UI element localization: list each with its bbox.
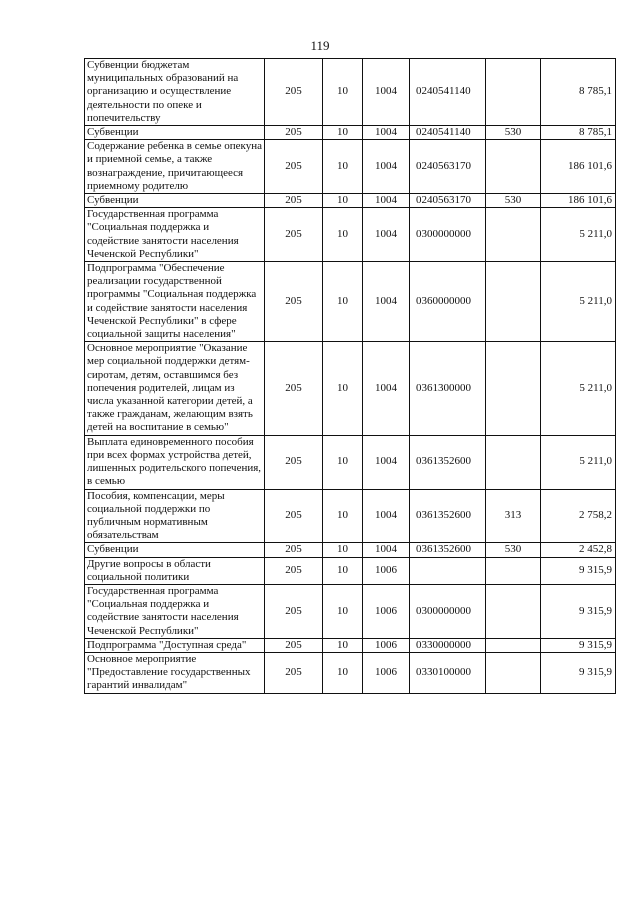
row-target-code: 0361300000: [410, 342, 486, 435]
table-row: [85, 543, 616, 557]
row-name: Другие вопросы в области социальной политики: [85, 557, 265, 584]
row-target-code: 0300000000: [410, 208, 486, 262]
table-row: [85, 126, 616, 140]
page-number: 119: [310, 38, 330, 53]
row-name: Подпрограмма "Обеспечение реализации государственной программы "Социальная поддержка и содействие занятости населения Чеченской Республики" в сфере социальной защиты населения": [85, 262, 265, 342]
row-ministry-code: 205: [265, 194, 323, 208]
table-row: [85, 584, 616, 638]
row-expense-type-code: 313: [486, 489, 541, 543]
row-expense-type-code: [486, 557, 541, 584]
row-subsection-code: 1004: [363, 126, 410, 140]
table-row: [85, 194, 616, 208]
row-expense-type-code: [486, 584, 541, 638]
table-row: [85, 59, 616, 126]
table-row: [85, 638, 616, 652]
row-name: Государственная программа "Социальная поддержка и содействие занятости населения Чеченской Республики": [85, 584, 265, 638]
row-section-code: 10: [323, 638, 363, 652]
row-subsection-code: 1004: [363, 208, 410, 262]
row-target-code: 0330100000: [410, 652, 486, 693]
row-expense-type-code: [486, 140, 541, 194]
table-row: [85, 140, 616, 194]
row-amount: 5 211,0: [541, 262, 616, 342]
row-amount: 9 315,9: [541, 557, 616, 584]
row-section-code: 10: [323, 262, 363, 342]
row-section-code: 10: [323, 140, 363, 194]
row-subsection-code: 1004: [363, 140, 410, 194]
row-ministry-code: 205: [265, 126, 323, 140]
row-expense-type-code: [486, 59, 541, 126]
row-target-code: 0240541140: [410, 59, 486, 126]
row-amount: 9 315,9: [541, 638, 616, 652]
row-expense-type-code: [486, 435, 541, 489]
row-name: Основное мероприятие "Оказание мер социальной поддержки детям-сиротам, детям, оставшимся без попечения родителей, лицам из числа указанной категории детей, а также гражданам, желающим взять детей на воспитание в семью": [85, 342, 265, 435]
row-subsection-code: 1004: [363, 194, 410, 208]
row-amount: 8 785,1: [541, 126, 616, 140]
row-subsection-code: 1004: [363, 489, 410, 543]
row-name: Основное мероприятие "Предоставление государственных гарантий инвалидам": [85, 652, 265, 693]
row-name: Выплата единовременного пособия при всех формах устройства детей, лишенных родительского попечения, в семью: [85, 435, 265, 489]
row-section-code: 10: [323, 208, 363, 262]
row-ministry-code: 205: [265, 208, 323, 262]
row-ministry-code: 205: [265, 342, 323, 435]
row-target-code: 0361352600: [410, 543, 486, 557]
row-target-code: 0300000000: [410, 584, 486, 638]
table-row: [85, 652, 616, 693]
row-target-code: 0330000000: [410, 638, 486, 652]
row-amount: 9 315,9: [541, 652, 616, 693]
row-amount: 9 315,9: [541, 584, 616, 638]
row-target-code: 0360000000: [410, 262, 486, 342]
row-ministry-code: 205: [265, 140, 323, 194]
row-section-code: 10: [323, 126, 363, 140]
row-target-code: 0361352600: [410, 489, 486, 543]
table-row: [85, 262, 616, 342]
row-subsection-code: 1006: [363, 652, 410, 693]
row-ministry-code: 205: [265, 638, 323, 652]
row-ministry-code: 205: [265, 489, 323, 543]
row-ministry-code: 205: [265, 543, 323, 557]
row-section-code: 10: [323, 342, 363, 435]
row-subsection-code: 1004: [363, 435, 410, 489]
row-expense-type-code: [486, 262, 541, 342]
row-subsection-code: 1004: [363, 342, 410, 435]
row-ministry-code: 205: [265, 435, 323, 489]
row-name: Подпрограмма "Доступная среда": [85, 638, 265, 652]
row-name: Субвенции бюджетам муниципальных образований на организацию и осуществление деятельности по опеке и попечительству: [85, 59, 265, 126]
row-section-code: 10: [323, 584, 363, 638]
table-row: [85, 557, 616, 584]
row-amount: 186 101,6: [541, 140, 616, 194]
row-ministry-code: 205: [265, 262, 323, 342]
row-expense-type-code: [486, 208, 541, 262]
row-section-code: 10: [323, 543, 363, 557]
budget-table: [84, 58, 616, 694]
row-target-code: [410, 557, 486, 584]
table-body: [85, 59, 616, 694]
row-expense-type-code: [486, 652, 541, 693]
table-row: [85, 435, 616, 489]
row-section-code: 10: [323, 557, 363, 584]
row-subsection-code: 1004: [363, 59, 410, 126]
row-amount: 186 101,6: [541, 194, 616, 208]
row-amount: 2 452,8: [541, 543, 616, 557]
row-amount: 8 785,1: [541, 59, 616, 126]
row-target-code: 0240541140: [410, 126, 486, 140]
row-amount: 5 211,0: [541, 342, 616, 435]
row-section-code: 10: [323, 435, 363, 489]
row-name: Государственная программа "Социальная поддержка и содействие занятости населения Чеченской Республики": [85, 208, 265, 262]
row-section-code: 10: [323, 489, 363, 543]
row-name: Субвенции: [85, 126, 265, 140]
row-name: Субвенции: [85, 194, 265, 208]
row-expense-type-code: 530: [486, 543, 541, 557]
row-section-code: 10: [323, 194, 363, 208]
row-subsection-code: 1006: [363, 557, 410, 584]
row-name: Пособия, компенсации, меры социальной поддержки по публичным нормативным обязательствам: [85, 489, 265, 543]
row-name: Субвенции: [85, 543, 265, 557]
row-target-code: 0240563170: [410, 140, 486, 194]
row-name: Содержание ребенка в семье опекуна и приемной семье, а также вознаграждение, причитающееся приемному родителю: [85, 140, 265, 194]
table-row: [85, 342, 616, 435]
row-section-code: 10: [323, 59, 363, 126]
row-amount: 5 211,0: [541, 435, 616, 489]
row-subsection-code: 1004: [363, 262, 410, 342]
row-amount: 5 211,0: [541, 208, 616, 262]
row-expense-type-code: 530: [486, 126, 541, 140]
table-row: [85, 208, 616, 262]
row-amount: 2 758,2: [541, 489, 616, 543]
row-ministry-code: 205: [265, 59, 323, 126]
row-subsection-code: 1004: [363, 543, 410, 557]
row-subsection-code: 1006: [363, 638, 410, 652]
row-expense-type-code: [486, 638, 541, 652]
row-expense-type-code: [486, 342, 541, 435]
row-ministry-code: 205: [265, 584, 323, 638]
row-ministry-code: 205: [265, 652, 323, 693]
table-row: [85, 489, 616, 543]
row-target-code: 0361352600: [410, 435, 486, 489]
row-subsection-code: 1006: [363, 584, 410, 638]
row-target-code: 0240563170: [410, 194, 486, 208]
row-ministry-code: 205: [265, 557, 323, 584]
row-expense-type-code: 530: [486, 194, 541, 208]
row-section-code: 10: [323, 652, 363, 693]
